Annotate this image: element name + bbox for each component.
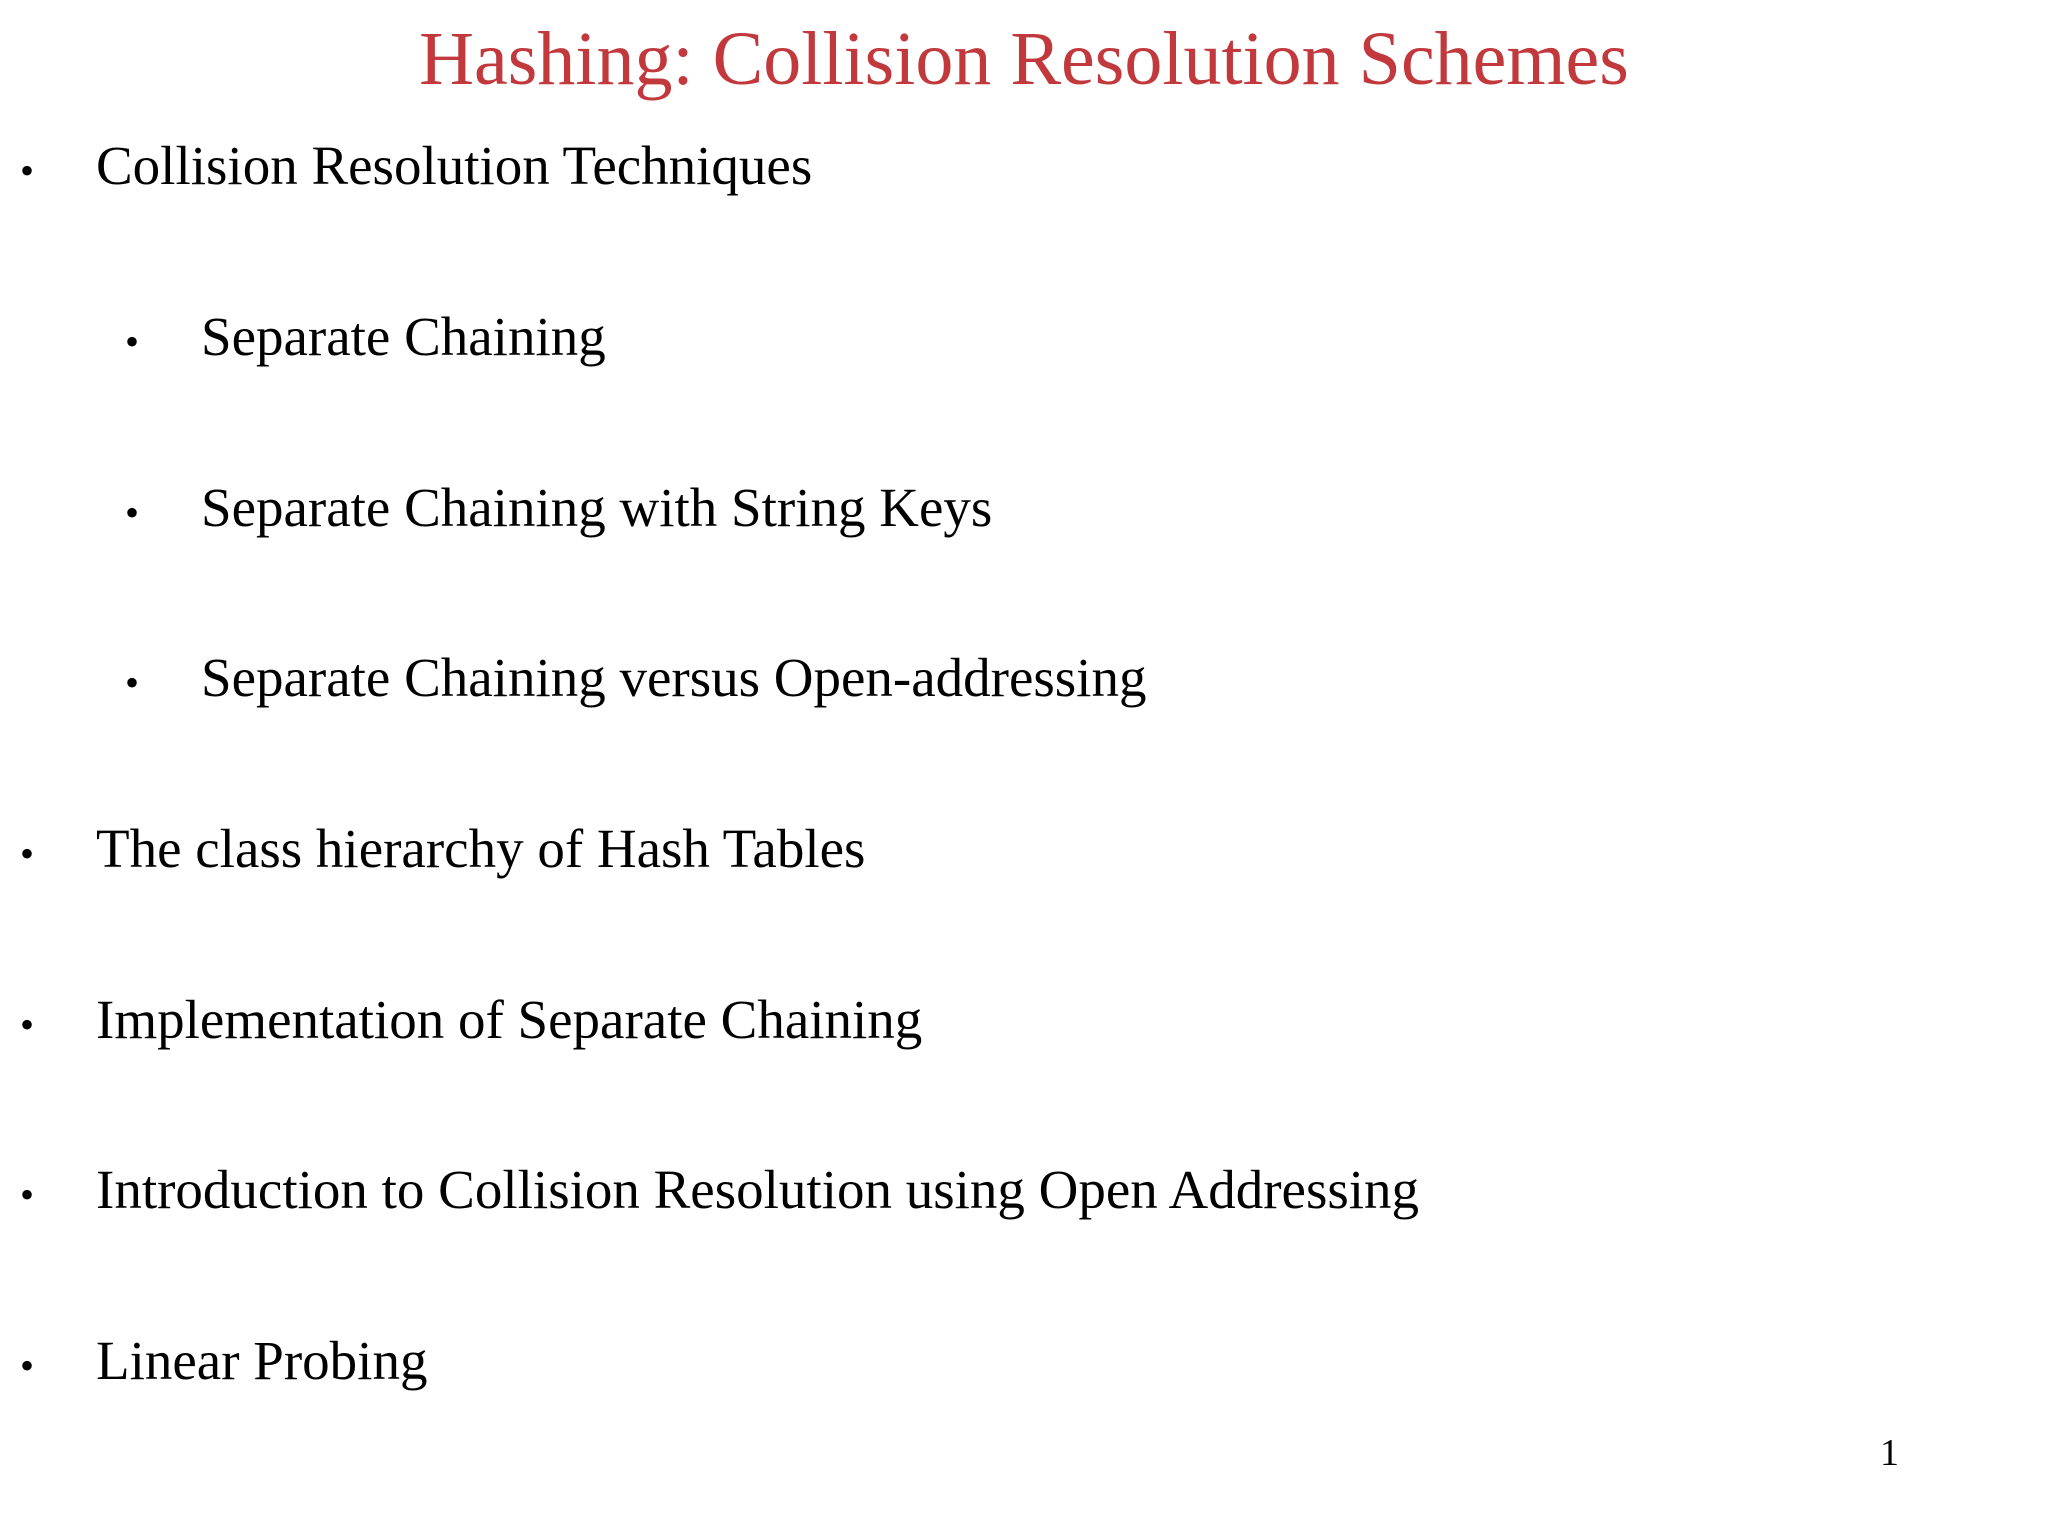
- bullet-item-separate-chaining-string-keys: • Separate Chaining with String Keys: [201, 473, 992, 548]
- bullet-item-linear-probing: • Linear Probing: [96, 1326, 427, 1401]
- bullet-item-implementation-separate-chaining: • Implementation of Separate Chaining: [96, 985, 922, 1060]
- bullet-item-separate-chaining-vs-open-addressing: • Separate Chaining versus Open-addressing: [201, 643, 1146, 718]
- bullet-text: Separate Chaining versus Open-addressing: [201, 647, 1147, 708]
- bullet-item-collision-resolution-techniques: • Collision Resolution Techniques: [96, 131, 812, 206]
- slide-title: Hashing: Collision Resolution Schemes: [419, 17, 1629, 101]
- bullet-text: Implementation of Separate Chaining: [96, 989, 923, 1050]
- bullet-text: Separate Chaining: [201, 306, 606, 367]
- bullet-text: The class hierarchy of Hash Tables: [96, 818, 866, 879]
- bullet-text: Separate Chaining with String Keys: [201, 477, 993, 538]
- page-number: 1: [1880, 1432, 1899, 1474]
- bullet-text: Collision Resolution Techniques: [96, 135, 813, 196]
- bullet-item-class-hierarchy: • The class hierarchy of Hash Tables: [96, 814, 865, 889]
- bullet-item-separate-chaining: • Separate Chaining: [201, 302, 606, 377]
- bullet-item-intro-open-addressing: • Introduction to Collision Resolution using Open Addressing: [96, 1155, 1419, 1230]
- bullet-text: Linear Probing: [96, 1330, 428, 1391]
- bullet-text: Introduction to Collision Resolution using Open Addressing: [96, 1159, 1420, 1220]
